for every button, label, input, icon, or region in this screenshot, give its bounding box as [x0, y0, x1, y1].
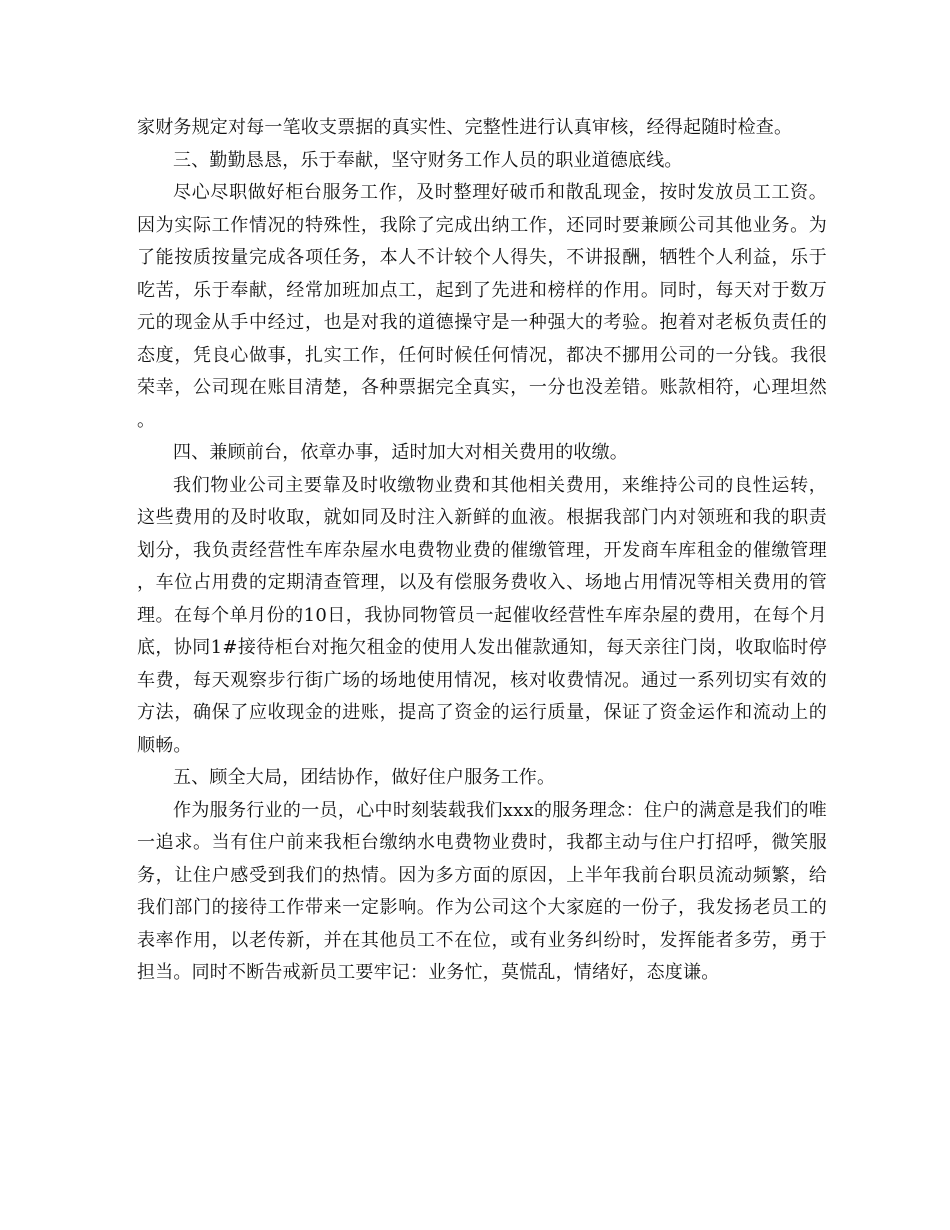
- section-heading-five: 五、顾全大局，团结协作，做好住户服务工作。: [173, 767, 556, 788]
- paragraph-counter-service: 尽心尽职做好柜台服务工作，及时整理好破币和散乱现金，按时发放员工工资。因为实际工作情况的特殊性，我除了完成出纳工作，还同时要兼顾公司其他业务。为了能按质按量完成各项任务，本人不计较个人得失，不讲报酬，牺牲个人利益，乐于吃苦，乐于奉献，经常加班加点工，起到了先进和榜样的作用。同时，每天对于数万元的现金从手中经过，也是对我的道德操守是一种强大的考验。抱着对老板负责任的态度，凭良心做事，扎实工作，任何时候任何情况，都决不挪用公司的一分钱。我很荣幸，公司现在账目清楚，各种票据完全真实，一分也没差错。账款相符，心理坦然。: [137, 182, 827, 431]
- document-body: [137, 112, 827, 990]
- paragraph-resident-service: 作为服务行业的一员，心中时刻装载我们xxx的服务理念：住户的满意是我们的唯一追求。当有住户前来我柜台缴纳水电费物业费时，我都主动与住户打招呼，微笑服务，让住户感受到我们的热情。因为多方面的原因，上半年我前台职员流动频繁，给我们部门的接待工作带来一定影响。作为公司这个大家庭的一份子，我发扬老员工的表率作用，以老传新，并在其他员工不在位，或有业务纠纷时，发挥能者多劳，勇于担当。同时不断告戒新员工要牢记：业务忙，莫慌乱，情绪好，态度谦。: [137, 799, 827, 983]
- section-heading-four: 四、兼顾前台，依章办事，适时加大对相关费用的收缴。: [173, 442, 628, 463]
- section-heading-three: 三、勤勤恳恳，乐于奉献，坚守财务工作人员的职业道德底线。: [173, 149, 683, 171]
- paragraph-fee-collection: 我们物业公司主要靠及时收缴物业费和其他相关费用，来维持公司的良性运转，这些费用的及时收取，就如同及时注入新鲜的血液。根据我部门内对领班和我的职责划分，我负责经营性车库杂屋水电费物业费的催缴管理，开发商车库租金的催缴管理，车位占用费的定期清查管理，以及有偿服务费收入、场地占用情况等相关费用的管理。在每个单月份的10日，我协同物管员一起催收经营性车库杂屋的费用，在每个月底，协同1#接待柜台对拖欠租金的使用人发出催款通知，每天亲往门岗，收取临时停车费，每天观察步行街广场的场地使用情况，核对收费情况。通过一系列切实有效的方法，确保了应收现金的进账，提高了资金的运行质量，保证了资金运作和流动上的顺畅。: [137, 474, 827, 756]
- paragraph-continuation: 家财务规定对每一笔收支票据的真实性、完整性进行认真审核，经得起随时检查。: [137, 117, 793, 138]
